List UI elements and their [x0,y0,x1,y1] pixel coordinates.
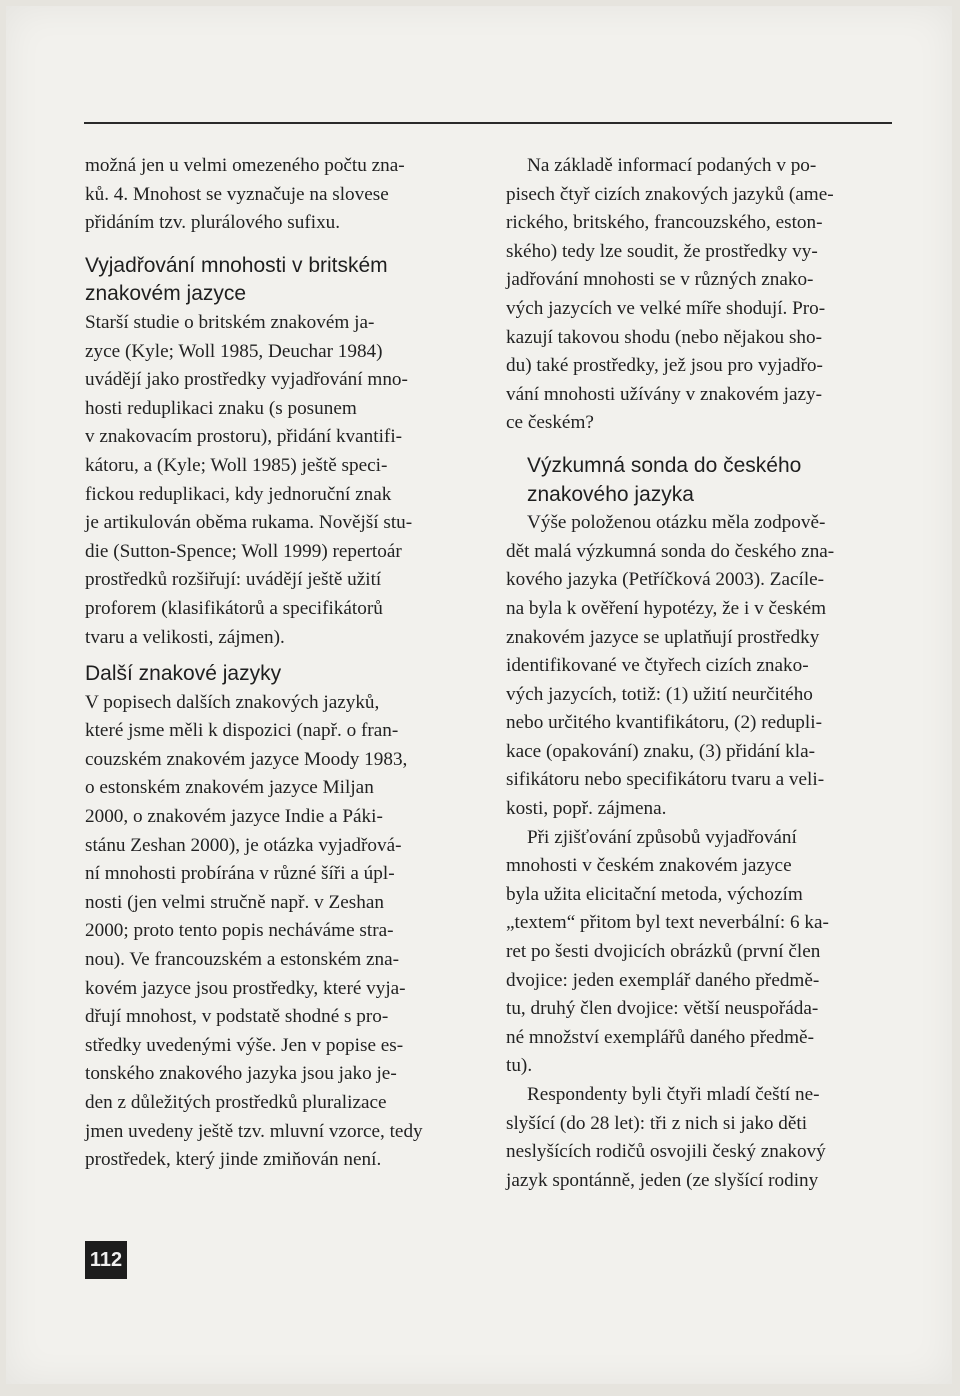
text-line: dvojice: jeden exemplář daného předmě- [506,969,820,991]
text-line: stánu Zeshan 2000), je otázka vyjadřová- [85,834,402,856]
text-line: rického, britského, francouzského, eston- [506,212,823,234]
text-line: Respondenty byli čtyři mladí čeští ne- [527,1084,820,1105]
text-line: neslyšících rodičů osvojili český znakový [506,1141,826,1163]
text-line: fickou reduplikaci, kdy jednoruční znak [85,483,392,505]
text-line: du) také prostředky, jež jsou pro vyjadřo- [506,355,823,377]
text-line: prostředků rozšiřují: uvádějí ještě užití [85,569,382,591]
text-line: kace (opakování) znaku, (3) přidání kla- [506,740,815,762]
heading-line: Další znakové jazyky [85,662,282,686]
text-line: na byla k ověření hypotézy, že i v českém [506,597,827,619]
other-languages-paragraph [85,689,471,1175]
text-line: nosti (jen velmi stručně např. v Zeshan [85,891,384,913]
text-line: vých jazycích, totiž: (1) užití neurčitého [506,683,813,705]
text-line: kosti, popř. zájmena. [506,798,667,820]
text-line: vání mnohosti užívány v znakovém jazy- [506,383,822,405]
research-paragraph-1 [506,509,894,824]
heading-line: Vyjadřování mnohosti v britském [85,253,388,277]
text-line: zyce (Kyle; Woll 1985, Deuchar 1984) [85,340,383,362]
text-line: kazují takovou shodu (nebo nějakou sho- [506,326,822,348]
text-line: uvádějí jako prostředky vyjadřování mno- [85,369,408,391]
text-line: jadřování mnohosti se v různých znako- [506,269,814,291]
text-line: Na základě informací podaných v po- [527,155,817,176]
text-line: byla užita elicitační metoda, výchozím [506,883,803,905]
intro-paragraph [85,152,471,238]
text-line: ků. 4. Mnohost se vyznačuje na slovese [85,183,389,205]
text-line: sifikátoru nebo specifikátoru tvaru a veli- [506,769,825,791]
text-line: die (Sutton-Spence; Woll 1999) repertoár [85,540,402,562]
text-line: tu, druhý člen dvojice: větší neuspořáda- [506,998,819,1020]
right-column [506,152,894,1195]
text-line: hosti reduplikaci znaku (s posunem [85,397,357,419]
text-line: proforem (klasifikátorů a specifikátorů [85,597,383,619]
text-line: jmen uvedeny ještě tzv. mluvní vzorce, tedy [85,1120,423,1142]
text-line: jazyk spontánně, jeden (ze slyšící rodiny [506,1169,819,1191]
text-line: možná jen u velmi omezeného počtu zna- [85,155,405,176]
text-line: kátoru, a (Kyle; Woll 1985) ještě speci- [85,454,388,476]
page-number: 112 [85,1241,127,1279]
text-line: o estonském znakovém jazyce Miljan [85,777,374,799]
text-line: 2000, o znakovém jazyce Indie a Páki- [85,806,383,828]
header-rule [84,122,892,124]
text-line: je artikulován oběma rukama. Novější stu- [85,512,413,534]
heading-line: znakového jazyka [527,482,694,506]
text-line: tonského znakového jazyka jsou jako je- [85,1063,397,1085]
text-line: prostředek, který jinde zmiňován není. [85,1149,382,1171]
text-line: tu). [506,1055,533,1077]
text-line: ského) tedy lze soudit, že prostředky vy- [506,240,818,262]
text-line: identifikované ve čtyřech cizích znako- [506,655,809,677]
text-line: „textem“ přitom byl text neverbální: 6 ka- [506,912,829,934]
text-line: kovém jazyce jsou prostředky, které vyja- [85,977,406,999]
text-line: 2000; proto tento popis necháváme stra- [85,920,394,942]
research-paragraph-2 [506,824,894,1081]
text-line: né množství exemplářů daného předmě- [506,1026,814,1048]
text-line: nebo určitého kvantifikátoru, (2) redupli- [506,712,822,734]
summary-paragraph [506,152,894,438]
text-line: středky uvedenými výše. Jen v popise es- [85,1034,404,1056]
text-line: kového jazyka (Petříčková 2003). Zacíle- [506,569,825,591]
text-line: které jsme měli k dispozici (např. o fran- [85,720,399,742]
text-line: ní mnohosti probírána v různé šíři a úpl- [85,863,395,885]
text-line: slyšící (do 28 let): tři z nich si jako děti [506,1112,808,1134]
text-line: Výše položenou otázku měla zodpově- [527,512,826,534]
british-paragraph [85,309,471,652]
text-line: tvaru a velikosti, zájmen). [85,626,285,648]
section-heading-other-languages [85,660,471,689]
text-line: přidáním tzv. plurálového sufixu. [85,212,341,234]
text-line: dřují mnohost, v podstatě shodné s pro- [85,1006,389,1028]
book-page [6,6,952,1384]
text-line: pisech čtyř cizích znakových jazyků (ame- [506,183,834,205]
text-line: vých jazycích ve velké míře shodují. Pro- [506,297,826,319]
text-line: couzském znakovém jazyce Moody 1983, [85,748,408,770]
text-line: v znakovacím prostoru), přidání kvantifi- [85,426,403,448]
text-line: ret po šesti dvojicích obrázků (první člen [506,941,821,963]
text-line: dět malá výzkumná sonda do českého zna- [506,540,835,562]
text-line: nou). Ve francouzském a estonském zna- [85,949,399,971]
text-line: mnohosti v českém znakovém jazyce [506,855,792,877]
heading-line: Výzkumná sonda do českého [527,453,802,477]
left-column [85,152,471,1175]
research-paragraph-3 [506,1081,894,1195]
section-heading-czech-research [506,452,894,509]
text-line: Starší studie o britském znakovém ja- [85,311,375,333]
text-line: den z důležitých prostředků pluralizace [85,1092,387,1113]
text-line: Při zjišťování způsobů vyjadřování [527,826,797,848]
text-line: znakovém jazyce se uplatňují prostředky [506,626,820,648]
section-heading-british [85,252,471,309]
text-line: V popisech dalších znakových jazyků, [85,691,380,713]
heading-line: znakovém jazyce [85,282,247,306]
text-line: ce českém? [506,412,594,434]
